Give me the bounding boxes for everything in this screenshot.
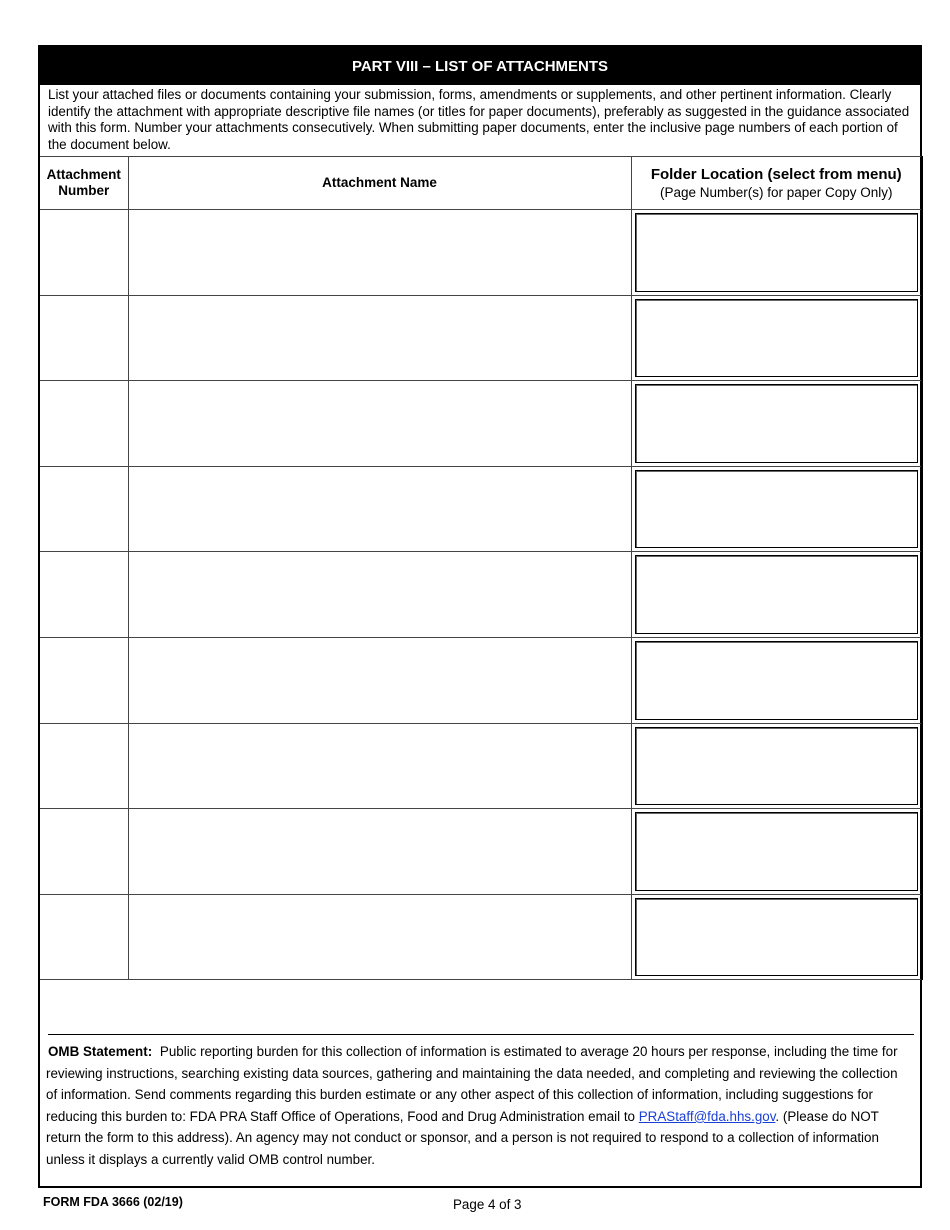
folder-location-cell [631, 295, 922, 381]
folder-location-cell [631, 381, 922, 467]
col-header-number-line1: Attachment [46, 167, 121, 182]
folder-location-select[interactable] [635, 555, 919, 634]
attachment-number-field[interactable] [40, 381, 128, 467]
folder-location-cell [631, 723, 922, 809]
attachment-row [40, 637, 922, 723]
attachment-row [40, 894, 922, 980]
folder-location-select[interactable] [635, 470, 919, 549]
omb-divider [48, 1034, 914, 1035]
folder-location-select[interactable] [635, 812, 919, 891]
attachment-number-field[interactable] [40, 466, 128, 552]
attachment-row [40, 381, 922, 467]
folder-location-cell [631, 637, 922, 723]
folder-location-select[interactable] [635, 641, 919, 720]
folder-location-select[interactable] [635, 213, 919, 292]
form-frame [38, 45, 922, 1188]
section-title: PART VIII – LIST OF ATTACHMENTS [40, 47, 920, 85]
folder-location-cell [631, 809, 922, 895]
attachment-row [40, 466, 922, 552]
col-header-attachment-number [40, 157, 128, 210]
attachment-row [40, 809, 922, 895]
col-header-folder-main: Folder Location (select from menu) [650, 165, 902, 183]
table-header-row [40, 157, 922, 210]
attachment-name-field[interactable] [128, 637, 631, 723]
folder-location-select[interactable] [635, 299, 919, 378]
attachment-number-field[interactable] [40, 894, 128, 980]
omb-label: OMB Statement: [48, 1044, 153, 1059]
attachment-number-field[interactable] [40, 723, 128, 809]
attachment-number-field[interactable] [40, 637, 128, 723]
col-header-folder-sub: (Page Number(s) for paper Copy Only) [659, 184, 893, 200]
attachment-row [40, 210, 922, 296]
form-id: FORM FDA 3666 (02/19) [43, 1195, 183, 1209]
col-header-number-line2: Number [58, 183, 110, 198]
attachment-name-field[interactable] [128, 466, 631, 552]
folder-location-select[interactable] [635, 898, 919, 977]
folder-location-select[interactable] [635, 384, 919, 463]
omb-statement [46, 1041, 912, 1171]
folder-location-cell [631, 210, 922, 296]
attachment-number-field[interactable] [40, 552, 128, 638]
attachment-number-field[interactable] [40, 809, 128, 895]
attachment-number-field[interactable] [40, 210, 128, 296]
attachment-number-field[interactable] [40, 295, 128, 381]
folder-location-cell [631, 466, 922, 552]
folder-location-cell [631, 894, 922, 980]
omb-text-after-link: . (Please do NOT return the form to this address). An agency may not conduct or sponsor, and a person is not required to respond to a collection of information unless it displays a currently valid OMB control number. [46, 1108, 879, 1167]
folder-location-select[interactable] [635, 727, 919, 806]
omb-email-link[interactable]: PRAStaff@fda.hhs.gov [638, 1108, 776, 1124]
attachment-row [40, 723, 922, 809]
omb-text-before-link: Public reporting burden for this collection of information is estimated to average 20 hours per response, including the time for reviewing instructions, searching existing data sources, gathering and maintaining the data needed, and completing and reviewing the collection of information. Send comments regarding this burden estimate or any other aspect of this collection of information, including suggestions for reducing this burden to: FDA PRA Staff Office of Operations, Food and Drug Administration email to [46, 1044, 898, 1124]
page-number: Page 4 of 3 [453, 1197, 522, 1212]
col-header-folder-location [631, 157, 922, 210]
attachments-table [40, 156, 923, 980]
attachment-name-field[interactable] [128, 723, 631, 809]
col-header-attachment-name: Attachment Name [128, 157, 631, 210]
folder-location-cell [631, 552, 922, 638]
attachment-row [40, 552, 922, 638]
attachment-name-field[interactable] [128, 809, 631, 895]
attachment-name-field[interactable] [128, 552, 631, 638]
instructions-text: List your attached files or documents containing your submission, forms, amendments or supplements, and other pertinent information. Clearly identify the attachment with appropriate descriptive file names (or titles for paper documents), preferably as suggested in the guidance associated with this form. Number your attachments consecutively. When submitting paper documents, enter the inclusive page numbers of each portion of the document below. [48, 87, 910, 152]
attachment-name-field[interactable] [128, 210, 631, 296]
attachment-name-field[interactable] [128, 894, 631, 980]
attachment-name-field[interactable] [128, 381, 631, 467]
attachment-row [40, 295, 922, 381]
attachment-name-field[interactable] [128, 295, 631, 381]
